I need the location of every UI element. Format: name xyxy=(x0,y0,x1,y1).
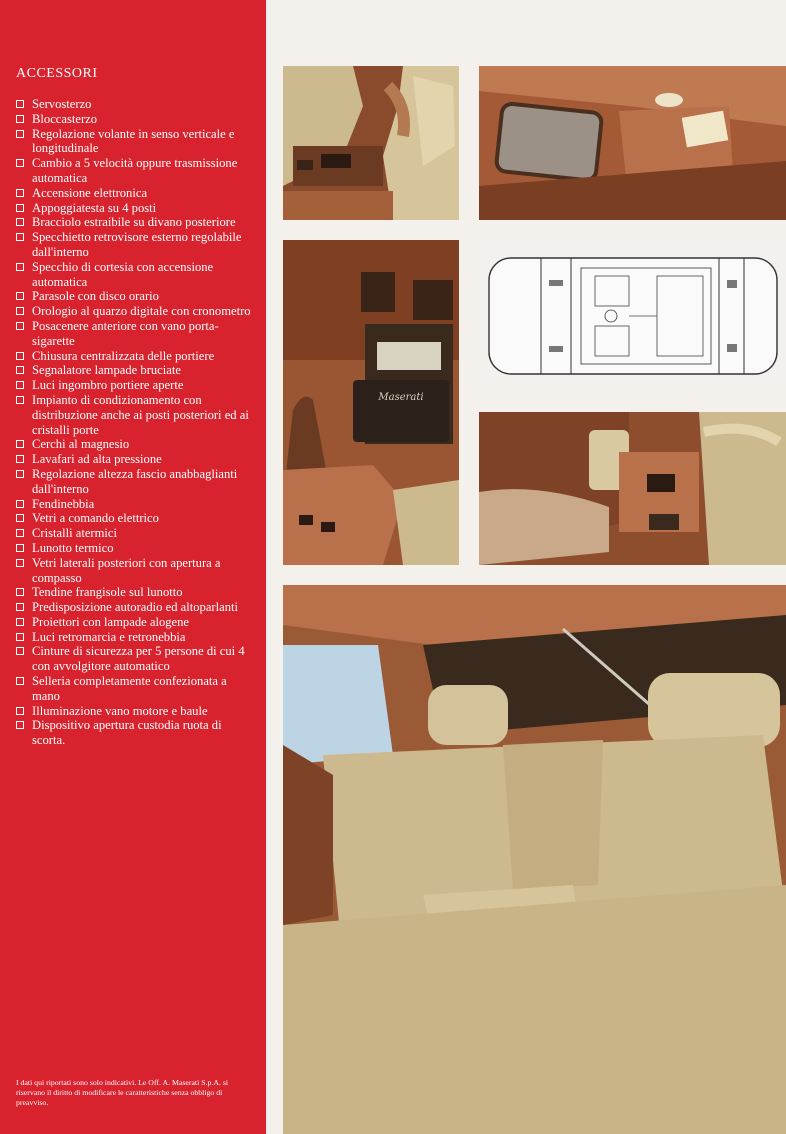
checkbox-icon xyxy=(16,633,24,641)
checkbox-icon xyxy=(16,263,24,271)
list-item: Accensione elettronica xyxy=(16,186,254,201)
checkbox-icon xyxy=(16,130,24,138)
list-item: Regolazione altezza fascio anabbaglianti dall'interno xyxy=(16,467,254,497)
list-item: Tendine frangisole sul lunotto xyxy=(16,585,254,600)
checkbox-icon xyxy=(16,647,24,655)
list-item: Segnalatore lampade bruciate xyxy=(16,363,254,378)
checkbox-icon xyxy=(16,618,24,626)
list-item: Vetri laterali posteriori con apertura a compasso xyxy=(16,556,254,586)
checkbox-icon xyxy=(16,292,24,300)
list-item: Impianto di condizionamento con distribuzione anche ai posti posteriori ed ai cristalli porte xyxy=(16,393,254,437)
checkbox-icon xyxy=(16,544,24,552)
list-item: Cambio a 5 velocità oppure trasmissione automatica xyxy=(16,156,254,186)
list-item: Fendinebbia xyxy=(16,497,254,512)
list-item: Posacenere anteriore con vano porta-sigarette xyxy=(16,319,254,349)
checkbox-icon xyxy=(16,455,24,463)
checkbox-icon xyxy=(16,366,24,374)
list-item: Chiusura centralizzata delle portiere xyxy=(16,349,254,364)
photo-dashboard-console xyxy=(283,240,459,565)
disclaimer: I dati qui riportati sono solo indicativi. Le Off. A. Maserati S.p.A. si riservano il diritto di modificare le caratteristiche senza obbligo di preavviso. xyxy=(16,1078,229,1107)
list-item: Luci retromarcia e retronebbia xyxy=(16,630,254,645)
checkbox-icon xyxy=(16,588,24,596)
checkbox-icon xyxy=(16,115,24,123)
accessories-title: ACCESSORI xyxy=(16,66,98,81)
photo-mirror-headliner xyxy=(479,66,786,220)
photo-rear-console xyxy=(479,412,786,565)
checkbox-icon xyxy=(16,381,24,389)
list-item: Cerchi al magnesio xyxy=(16,437,254,452)
checkbox-icon xyxy=(16,100,24,108)
list-item: Appoggiatesta su 4 posti xyxy=(16,201,254,216)
list-item: Illuminazione vano motore e baule xyxy=(16,704,254,719)
checkbox-icon xyxy=(16,677,24,685)
checkbox-icon xyxy=(16,559,24,567)
car-top-view-diagram xyxy=(479,240,786,392)
list-item: Lavafari ad alta pressione xyxy=(16,452,254,467)
checkbox-icon xyxy=(16,159,24,167)
checkbox-icon xyxy=(16,529,24,537)
checkbox-icon xyxy=(16,189,24,197)
list-item: Servosterzo xyxy=(16,97,254,112)
list-item: Cinture di sicurezza per 5 persone di cui 4 con avvolgitore automatico xyxy=(16,644,254,674)
list-item: Vetri a comando elettrico xyxy=(16,511,254,526)
checkbox-icon xyxy=(16,721,24,729)
checkbox-icon xyxy=(16,204,24,212)
checkbox-icon xyxy=(16,500,24,508)
list-item: Regolazione volante in senso verticale e longitudinale xyxy=(16,127,254,157)
list-item: Dispositivo apertura custodia ruota di scorta. xyxy=(16,718,254,748)
list-item: Specchietto retrovisore esterno regolabile dall'interno xyxy=(16,230,254,260)
photo-front-seats xyxy=(283,66,459,220)
checkbox-icon xyxy=(16,707,24,715)
list-item: Cristalli atermici xyxy=(16,526,254,541)
list-item: Lunotto termico xyxy=(16,541,254,556)
accessories-panel xyxy=(0,0,266,1134)
checkbox-icon xyxy=(16,470,24,478)
photo-collage xyxy=(266,0,786,1134)
list-item: Parasole con disco orario xyxy=(16,289,254,304)
checkbox-icon xyxy=(16,440,24,448)
list-item: Predisposizione autoradio ed altoparlanti xyxy=(16,600,254,615)
checkbox-icon xyxy=(16,514,24,522)
list-item: Proiettori con lampade alogene xyxy=(16,615,254,630)
list-item: Bracciolo estraibile su divano posteriore xyxy=(16,215,254,230)
console-badge: Maserati xyxy=(378,392,424,403)
list-item: Specchio di cortesia con accensione automatica xyxy=(16,260,254,290)
checkbox-icon xyxy=(16,322,24,330)
checkbox-icon xyxy=(16,396,24,404)
checkbox-icon xyxy=(16,352,24,360)
checkbox-icon xyxy=(16,307,24,315)
list-item: Selleria completamente confezionata a mano xyxy=(16,674,254,704)
checkbox-icon xyxy=(16,233,24,241)
list-item: Bloccasterzo xyxy=(16,112,254,127)
list-item: Luci ingombro portiere aperte xyxy=(16,378,254,393)
photo-rear-bench xyxy=(283,585,786,1134)
checkbox-icon xyxy=(16,603,24,611)
list-item: Orologio al quarzo digitale con cronometro xyxy=(16,304,254,319)
checkbox-icon xyxy=(16,218,24,226)
accessories-list xyxy=(16,97,254,748)
